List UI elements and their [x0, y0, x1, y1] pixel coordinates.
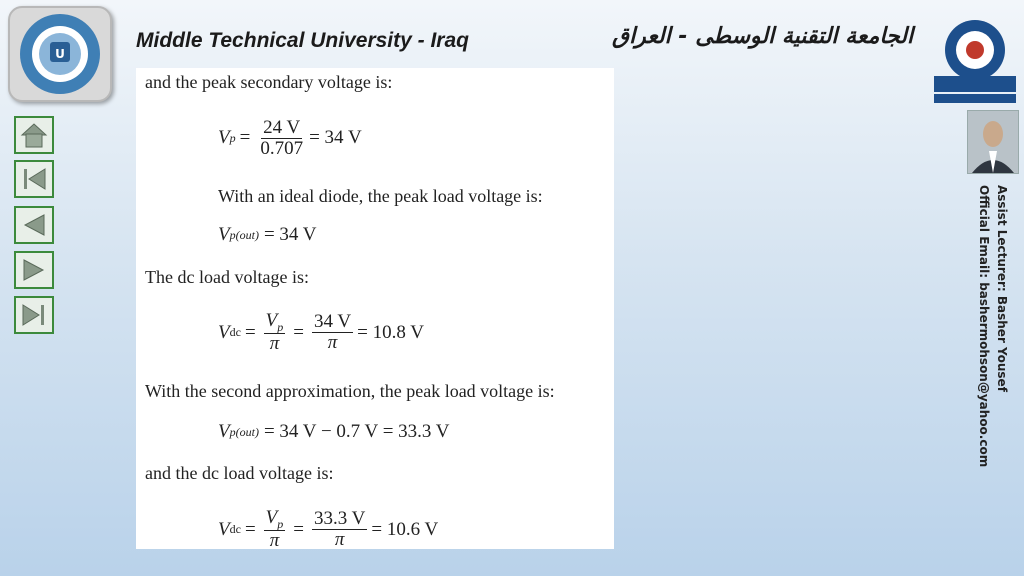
eq2-rhs: = 34 V [263, 224, 317, 245]
university-title-en: Middle Technical University - Iraq [136, 29, 469, 52]
home-icon [19, 121, 49, 149]
eq5-num1: V [265, 507, 278, 528]
eq5-den2: π [334, 529, 345, 551]
first-slide-button[interactable] [14, 160, 54, 198]
next-slide-button[interactable] [14, 251, 54, 289]
previous-slide-button[interactable] [14, 206, 54, 244]
text-line-4: With the second approximation, the peak load voltage is: [145, 381, 555, 401]
eq5-lhs: V [218, 518, 230, 540]
eq5-num2: 33.3 V [313, 508, 366, 530]
eq5-den1: π [269, 530, 280, 552]
eq5-lhs-sub: dc [229, 522, 241, 537]
eq4-rhs: = 34 V − 0.7 V = 33.3 V [263, 421, 450, 442]
eq5-fraction-1 [264, 508, 286, 551]
last-slide-button[interactable] [14, 296, 54, 334]
lecturer-portrait-graphic [968, 111, 1018, 173]
home-button[interactable] [14, 116, 54, 154]
eq3-fraction-1 [264, 311, 286, 354]
next-slide-icon [19, 256, 49, 284]
slide-content [136, 68, 614, 552]
college-logo-graphic [930, 12, 1020, 106]
eq3-fraction-2 [312, 312, 353, 353]
lecturer-email: Official Email: bashermohson@yahoo.com [977, 185, 991, 468]
eq3-lhs: V [218, 321, 230, 343]
text-line-3: The dc load voltage is: [145, 267, 309, 287]
eq1-fraction [258, 118, 305, 159]
equation-second-approx-peak [218, 421, 450, 443]
text-line-5: and the dc load voltage is: [145, 463, 334, 483]
equation-dc-load: V dc = $\frac{V_p}{\pi}$ = $\frac{34 V}{\pi}$ = 10.8 V [218, 310, 424, 355]
eq1-result: = 34 V [309, 127, 362, 149]
equation-peak-secondary: V p = $\frac{24 V}{0.707}$ = 34 V [218, 117, 362, 159]
lecturer-photo [967, 110, 1019, 174]
lecturer-name: Assist Lecturer: Basher Yousef [995, 185, 1009, 392]
eq3-lhs-sub: dc [229, 325, 241, 340]
previous-slide-icon [19, 211, 49, 239]
mtu-logo-graphic [10, 8, 110, 100]
equation-peak-load [218, 224, 317, 246]
mtu-logo [8, 6, 112, 102]
eq3-result: = 10.8 V [357, 321, 424, 343]
eq2-lhs: V [218, 224, 230, 245]
eq1-denominator: 0.707 [260, 137, 304, 159]
eq1-lhs-sub: p [229, 130, 236, 145]
text-line-2: With an ideal diode, the peak load voltage is: [218, 186, 543, 206]
university-title-ar: الجامعة التقنية الوسطى - العراق [612, 24, 914, 49]
eq1-numerator: 24 V [263, 117, 301, 138]
eq2-lhs-sub: p(out) [229, 227, 259, 242]
equation-second-approx-dc: V dc = $\frac{V_p}{\pi}$ = $\frac{33.3 V}{\pi}$ = 10.6 V [218, 507, 439, 552]
first-slide-icon [19, 165, 49, 193]
eq1-lhs: V [218, 127, 230, 149]
lecturer-info [975, 185, 1015, 468]
eq3-num2: 34 V [313, 311, 352, 333]
eq5-result: = 10.6 V [371, 518, 439, 540]
eq4-lhs: V [218, 421, 230, 442]
eq3-num1-sub: p [277, 319, 284, 334]
eq3-den2: π [327, 332, 338, 354]
text-line-1: and the peak secondary voltage is: [145, 72, 393, 92]
eq5-num1-sub: p [277, 516, 284, 531]
eq3-den1: π [269, 333, 280, 355]
eq3-num1: V [265, 310, 278, 331]
eq5-fraction-2 [312, 509, 367, 550]
eq4-lhs-sub: p(out) [229, 424, 259, 439]
college-logo [930, 12, 1020, 106]
svg-text:U: U [55, 47, 65, 61]
last-slide-icon [19, 301, 49, 329]
